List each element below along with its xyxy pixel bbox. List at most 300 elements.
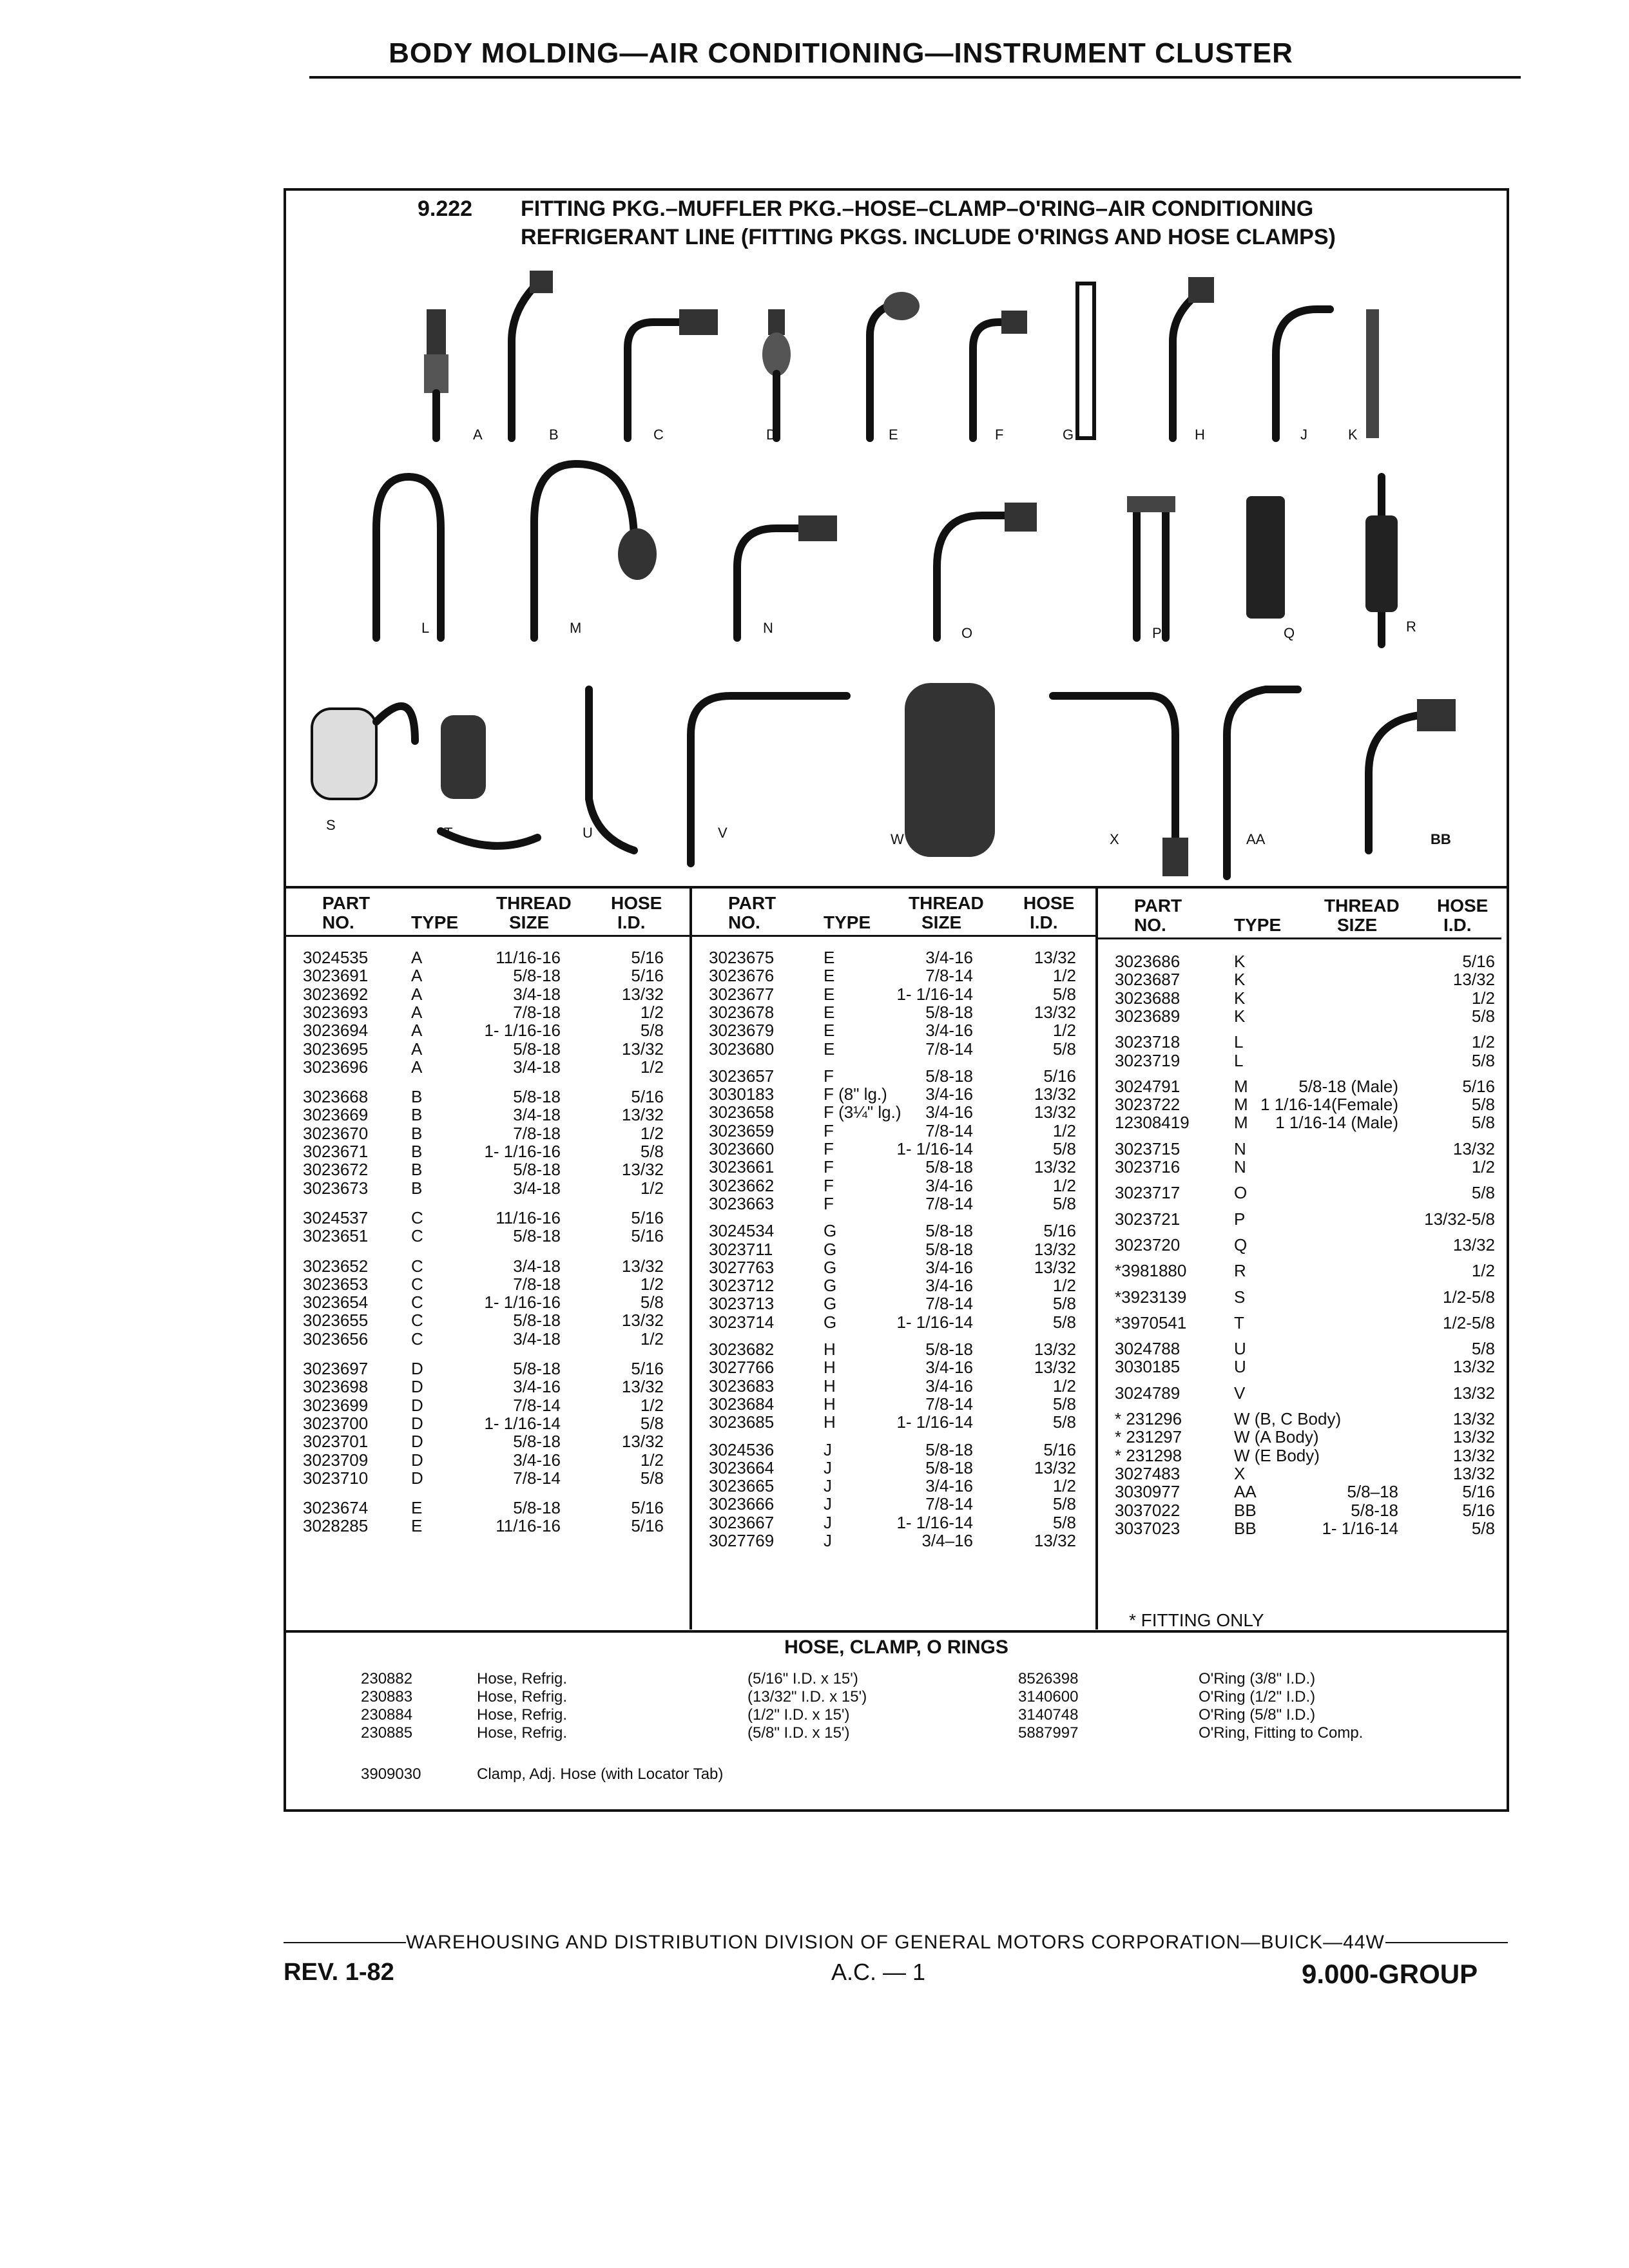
part-type: C — [411, 1311, 423, 1331]
thread-size: 5/8-18 — [513, 1359, 561, 1378]
part-number: 3023675 — [709, 948, 775, 967]
header-rule-3 — [1098, 937, 1501, 939]
part-number: 3023683 — [709, 1376, 775, 1396]
fitting-c-drawing — [628, 309, 718, 438]
part-type: E — [824, 1021, 835, 1041]
part-type: A — [411, 1021, 423, 1041]
part-number: 3023698 — [303, 1377, 369, 1397]
part-type: G — [824, 1257, 837, 1277]
hose-part-number: 230884 — [361, 1706, 413, 1724]
label-q: Q — [1284, 625, 1295, 641]
hose-id: 13/32 — [1452, 970, 1495, 990]
fitting-bb-drawing — [1369, 699, 1456, 850]
part-number: *3970541 — [1115, 1312, 1187, 1332]
part-number: 3023714 — [709, 1312, 775, 1332]
thread-size: 5/8-18 — [925, 1239, 973, 1259]
fitting-a-drawing — [424, 309, 448, 438]
hose-id: 13/32 — [1452, 1427, 1495, 1447]
hose-id: 5/8 — [1471, 1006, 1495, 1026]
part-number: 3023656 — [303, 1329, 369, 1349]
thread-size: 1- 1/16-14 — [896, 1412, 973, 1432]
oring-description: O'Ring (5/8" I.D.) — [1199, 1706, 1316, 1724]
fitting-w-drawing — [905, 683, 995, 857]
hose-id: 5/16 — [631, 1498, 664, 1518]
part-number: 3023682 — [709, 1340, 775, 1359]
part-type: E — [411, 1498, 423, 1518]
thread-size: 3/4-16 — [925, 1276, 973, 1296]
part-type: F (3¼" lg.) — [824, 1102, 901, 1122]
section-heading — [418, 195, 1336, 251]
fitting-m-drawing — [534, 464, 657, 638]
part-type: F — [824, 1175, 834, 1195]
thread-size: 3/4-16 — [925, 1175, 973, 1195]
part-number: 3027763 — [709, 1257, 775, 1277]
part-type: E — [824, 948, 835, 967]
part-number: 3023661 — [709, 1157, 775, 1177]
label-l: L — [421, 620, 430, 636]
hose-size: (5/16" I.D. x 15') — [747, 1670, 858, 1687]
part-number: 3023651 — [303, 1226, 369, 1246]
part-number: 3023663 — [709, 1193, 775, 1213]
hose-id: 5/8 — [1052, 984, 1076, 1004]
part-type: T — [1234, 1312, 1244, 1332]
thread-size: 1 1/16-14 (Male) — [1275, 1113, 1398, 1133]
header-part: PART NO. — [322, 893, 371, 932]
revision: REV. 1-82 — [284, 1959, 394, 1986]
part-number: 3023701 — [303, 1432, 369, 1452]
part-number: 3027766 — [709, 1358, 775, 1378]
label-k: K — [1348, 427, 1358, 443]
part-type: Q — [1234, 1235, 1248, 1254]
part-number: 3023652 — [303, 1256, 369, 1276]
hose-id: 13/32 — [1034, 1340, 1076, 1359]
hose-id: 5/16 — [631, 1516, 664, 1536]
thread-size: 3/4-18 — [513, 1329, 561, 1349]
part-type: J — [824, 1457, 832, 1477]
part-number: 3023673 — [303, 1178, 369, 1198]
thread-size: 5/8-18 — [925, 1457, 973, 1477]
hose-id: 1/2 — [1052, 966, 1076, 986]
hose-id: 1/2 — [1052, 1476, 1076, 1496]
part-number: 3023713 — [709, 1294, 775, 1314]
thread-size: 5/8-18 — [513, 1498, 561, 1518]
hose-id: 13/32 — [621, 984, 664, 1004]
thread-size: 7/8-18 — [513, 1123, 561, 1143]
thread-size: 7/8-14 — [513, 1468, 561, 1488]
part-number: 3023674 — [303, 1498, 369, 1518]
hose-id: 1/2 — [640, 1329, 664, 1349]
hose-id: 1/2 — [1471, 1157, 1495, 1177]
header-rule-1 — [286, 935, 689, 937]
hose-id: 1/2-5/8 — [1443, 1312, 1495, 1332]
header-rule-2 — [692, 935, 1095, 937]
hose-id: 5/8 — [640, 1413, 664, 1433]
label-c: C — [653, 427, 664, 443]
thread-size: 7/8-18 — [513, 1274, 561, 1294]
label-a: A — [473, 427, 483, 443]
part-type: N — [1234, 1139, 1246, 1158]
hose-id: 5/16 — [631, 1207, 664, 1227]
section-number: 9.222 — [418, 197, 473, 221]
part-number: 3023686 — [1115, 952, 1181, 971]
bottom-rule — [286, 1630, 1507, 1633]
part-type: M — [1234, 1095, 1248, 1115]
hose-id: 13/32 — [621, 1432, 664, 1452]
part-type: N — [1234, 1157, 1246, 1177]
part-number: 3023689 — [1115, 1006, 1181, 1026]
part-number: 3024535 — [303, 948, 369, 967]
fitting-n-drawing — [737, 515, 837, 638]
thread-size: 3/4-18 — [513, 1057, 561, 1077]
hose-id: 13/32 — [1034, 1239, 1076, 1259]
section-line-2: REFRIGERANT LINE (FITTING PKGS. INCLUDE O'RINGS AND HOSE CLAMPS) — [521, 225, 1336, 249]
part-number: 3023658 — [709, 1102, 775, 1122]
fitting-b-drawing — [512, 271, 553, 438]
thread-size: 11/16-16 — [496, 1516, 561, 1536]
thread-size: 3/4-16 — [513, 1450, 561, 1470]
thread-size: 5/8-18 — [513, 1039, 561, 1059]
hose-id: 1/2 — [1052, 1276, 1076, 1296]
part-type: D — [411, 1432, 423, 1452]
part-number: 3023666 — [709, 1494, 775, 1514]
oring-part-number: 5887997 — [1018, 1724, 1079, 1742]
part-type: G — [824, 1312, 837, 1332]
part-number: 3023667 — [709, 1512, 775, 1532]
part-number: 3023668 — [303, 1087, 369, 1107]
hose-id: 5/8 — [1052, 1412, 1076, 1432]
hose-description: Hose, Refrig. — [477, 1688, 568, 1706]
hose-id: 5/8 — [1471, 1113, 1495, 1133]
part-type: A — [411, 1039, 423, 1059]
fitting-t-drawing — [441, 715, 537, 846]
part-number: 3023685 — [709, 1412, 775, 1432]
header-hose: HOSE I.D. — [1437, 896, 1489, 935]
hose-id: 5/16 — [631, 1359, 664, 1378]
clamp-part-number: 3909030 — [361, 1765, 421, 1783]
thread-size: 3/4-16 — [925, 1376, 973, 1396]
label-v: V — [718, 825, 728, 841]
hose-description: Hose, Refrig. — [477, 1706, 568, 1724]
thread-size: 7/8-14 — [925, 1494, 973, 1514]
hose-size: (13/32" I.D. x 15') — [747, 1688, 867, 1706]
part-type: B — [411, 1105, 423, 1125]
hose-id: 13/32 — [621, 1256, 664, 1276]
part-type: V — [1234, 1383, 1246, 1403]
part-type: F — [824, 1193, 834, 1213]
part-number: 3023694 — [303, 1021, 369, 1041]
thread-size: 3/4-18 — [513, 984, 561, 1004]
thread-size: 3/4-16 — [925, 1084, 973, 1104]
part-number: 3037022 — [1115, 1500, 1181, 1520]
part-number: 3023720 — [1115, 1235, 1181, 1254]
part-number: 3023670 — [303, 1123, 369, 1143]
part-type: E — [824, 1039, 835, 1059]
thread-size: 7/8-14 — [925, 1193, 973, 1213]
part-type: BB — [1234, 1500, 1257, 1520]
thread-size: 5/8-18 — [513, 1432, 561, 1452]
hose-id: 1/2 — [640, 1057, 664, 1077]
part-number: 3037023 — [1115, 1518, 1181, 1538]
hose-id: 5/16 — [1043, 1066, 1076, 1086]
hose-id: 5/8 — [1052, 1193, 1076, 1213]
thread-size: 1- 1/16-14 — [896, 1512, 973, 1532]
thread-size: 5/8-18 — [925, 1002, 973, 1022]
part-type: K — [1234, 970, 1246, 990]
thread-size: 3/4-16 — [925, 948, 973, 967]
hose-id: 5/16 — [631, 948, 664, 967]
thread-size: 5/8-18 — [925, 1066, 973, 1086]
part-number: 3023711 — [709, 1239, 773, 1259]
label-r: R — [1406, 619, 1416, 635]
part-number: 3024791 — [1115, 1076, 1181, 1096]
part-type: F — [824, 1157, 834, 1177]
fitting-f-drawing — [973, 311, 1027, 438]
label-bb: BB — [1431, 831, 1451, 847]
thread-size: 7/8-14 — [513, 1395, 561, 1415]
oring-part-number: 3140748 — [1018, 1706, 1079, 1724]
part-type: F (8" lg.) — [824, 1084, 887, 1104]
part-type: L — [1234, 1032, 1244, 1052]
part-type: E — [824, 966, 835, 986]
part-number: 3023719 — [1115, 1050, 1181, 1070]
part-type: K — [1234, 952, 1246, 971]
hose-size: (1/2" I.D. x 15') — [747, 1706, 850, 1724]
part-type: D — [411, 1450, 423, 1470]
part-type: A — [411, 1002, 423, 1022]
part-number: 3023671 — [303, 1142, 369, 1161]
hose-id: 1/2 — [640, 1002, 664, 1022]
part-type: J — [824, 1439, 832, 1459]
part-type: A — [411, 984, 423, 1004]
column-separator-1 — [689, 889, 692, 1629]
fitting-x-drawing — [1053, 696, 1188, 876]
section-line-1: FITTING PKG.–MUFFLER PKG.–HOSE–CLAMP–O'RING–AIR CONDITIONING — [521, 197, 1314, 221]
part-type: G — [824, 1276, 837, 1296]
part-type: F — [824, 1066, 834, 1086]
part-type: H — [824, 1358, 836, 1378]
part-type: D — [411, 1395, 423, 1415]
thread-size: 1- 1/16-16 — [484, 1142, 561, 1161]
thread-size: 3/4-16 — [925, 1358, 973, 1378]
hose-id: 1/2 — [1471, 988, 1495, 1008]
hose-id: 13/32 — [1034, 1084, 1076, 1104]
hose-id: 5/16 — [631, 966, 664, 986]
part-type: A — [411, 966, 423, 986]
part-number: 3023662 — [709, 1175, 775, 1195]
part-number: 3024534 — [709, 1221, 775, 1241]
hose-id: 13/32 — [621, 1311, 664, 1331]
part-number: 3023660 — [709, 1139, 775, 1158]
part-type: AA — [1234, 1482, 1257, 1502]
part-number: 3023678 — [709, 1002, 775, 1022]
hose-id: 13/32 — [1452, 1235, 1495, 1254]
thread-size: 1- 1/16-16 — [484, 1021, 561, 1041]
thread-size: 5/8-18 — [925, 1340, 973, 1359]
fitting-s-drawing — [312, 706, 415, 799]
hose-id: 13/32-5/8 — [1424, 1209, 1495, 1229]
thread-size: 5/8-18 — [925, 1157, 973, 1177]
part-type: U — [1234, 1339, 1246, 1359]
thread-size: 5/8-18 — [513, 1160, 561, 1180]
part-number: 3023657 — [709, 1066, 775, 1086]
part-type: C — [411, 1274, 423, 1294]
part-number: 3023695 — [303, 1039, 369, 1059]
part-type: R — [1234, 1261, 1246, 1281]
hose-id: 1/2 — [640, 1123, 664, 1143]
part-number: * 231296 — [1115, 1409, 1182, 1428]
oring-part-number: 3140600 — [1018, 1688, 1079, 1706]
part-number: 3023721 — [1115, 1209, 1181, 1229]
part-number: 3023676 — [709, 966, 775, 986]
thread-size: 3/4-18 — [513, 1256, 561, 1276]
thread-size: 5/8-18 — [1351, 1500, 1398, 1520]
label-p: P — [1152, 625, 1162, 641]
fitting-q-drawing — [1246, 496, 1285, 619]
bottom-section-title: HOSE, CLAMP, O RINGS — [784, 1637, 1008, 1658]
hose-id: 13/32 — [1452, 1383, 1495, 1403]
part-number: 3023672 — [303, 1160, 369, 1180]
part-number: 3023718 — [1115, 1032, 1181, 1052]
oring-description: O'Ring (3/8" I.D.) — [1199, 1670, 1316, 1687]
part-type: W (B, C Body) — [1234, 1409, 1342, 1428]
part-number: 3023715 — [1115, 1139, 1181, 1158]
fitting-only-note: * FITTING ONLY — [1129, 1610, 1264, 1630]
hose-id: 13/32 — [1034, 1257, 1076, 1277]
part-number: * 231297 — [1115, 1427, 1182, 1447]
hose-id: 5/8 — [1052, 1039, 1076, 1059]
hose-id: 5/8 — [640, 1142, 664, 1161]
label-b: B — [549, 427, 559, 443]
part-type: H — [824, 1376, 836, 1396]
hose-id: 13/32 — [621, 1039, 664, 1059]
hose-id: 5/8 — [640, 1468, 664, 1488]
part-number: 3023677 — [709, 984, 775, 1004]
part-type: D — [411, 1377, 423, 1397]
part-number: 3023687 — [1115, 970, 1181, 990]
thread-size: 5/8-18 — [513, 1087, 561, 1107]
part-number: 3030185 — [1115, 1357, 1181, 1377]
part-number: 3023696 — [303, 1057, 369, 1077]
part-number: 3023688 — [1115, 988, 1181, 1008]
column-separator-2 — [1095, 889, 1098, 1629]
label-h: H — [1195, 427, 1205, 443]
parts-column-2 — [709, 889, 1089, 1629]
part-type: B — [411, 1142, 423, 1161]
fitting-l-drawing — [376, 477, 441, 638]
hose-part-number: 230882 — [361, 1670, 413, 1687]
parts-column-1 — [303, 889, 683, 1629]
part-number: 3023684 — [709, 1394, 775, 1414]
part-type: A — [411, 1057, 423, 1077]
thread-size: 3/4–16 — [921, 1531, 973, 1550]
page-code: A.C. — 1 — [831, 1959, 926, 1985]
part-type: J — [824, 1512, 832, 1532]
thread-size: 5/8-18 — [513, 966, 561, 986]
header-thread: THREAD SIZE — [909, 893, 984, 932]
hose-id: 5/8 — [1052, 1294, 1076, 1314]
part-type: J — [824, 1476, 832, 1496]
header-part: PART NO. — [1134, 896, 1182, 935]
hose-id: 5/8 — [1052, 1394, 1076, 1414]
hose-id: 1/2 — [1052, 1120, 1076, 1140]
part-type: U — [1234, 1357, 1246, 1377]
part-type: F — [824, 1120, 834, 1140]
hose-id: 13/32 — [621, 1160, 664, 1180]
hose-id: 13/32 — [1452, 1463, 1495, 1483]
hose-id: 13/32 — [1034, 1358, 1076, 1378]
part-number: 3024789 — [1115, 1383, 1181, 1403]
thread-size: 7/8-14 — [925, 1394, 973, 1414]
hose-id: 5/8 — [640, 1293, 664, 1312]
part-number: 3023710 — [303, 1468, 369, 1488]
parts-column-3 — [1115, 889, 1501, 1629]
part-type: G — [824, 1221, 837, 1241]
thread-size: 5/8-18 — [513, 1226, 561, 1246]
hose-id: 5/16 — [1462, 952, 1495, 971]
part-number: 3023654 — [303, 1293, 369, 1312]
header-type: TYPE — [1234, 915, 1282, 935]
label-m: M — [570, 620, 582, 636]
thread-size: 1- 1/16-14 — [896, 984, 973, 1004]
part-type: H — [824, 1412, 836, 1432]
part-type: K — [1234, 1006, 1246, 1026]
hose-id: 5/8 — [1052, 1494, 1076, 1514]
thread-size: 5/8-18 — [513, 1311, 561, 1331]
part-type: S — [1234, 1287, 1246, 1307]
hose-id: 5/16 — [631, 1226, 664, 1246]
part-type: C — [411, 1293, 423, 1312]
part-type: H — [824, 1394, 836, 1414]
part-number: *3981880 — [1115, 1261, 1187, 1281]
part-number: 3023699 — [303, 1395, 369, 1415]
hose-id: 5/8 — [1471, 1518, 1495, 1538]
part-type: X — [1234, 1463, 1246, 1483]
hose-id: 5/8 — [1052, 1139, 1076, 1158]
part-type: M — [1234, 1076, 1248, 1096]
part-type: B — [411, 1087, 423, 1107]
hose-id: 13/32 — [1034, 1002, 1076, 1022]
part-number: 3030977 — [1115, 1482, 1181, 1502]
part-type: C — [411, 1256, 423, 1276]
part-number: * 231298 — [1115, 1445, 1182, 1465]
part-number: 3023679 — [709, 1021, 775, 1041]
fitting-u-drawing — [589, 689, 634, 850]
part-number: 3024788 — [1115, 1339, 1181, 1359]
part-type: D — [411, 1468, 423, 1488]
hose-id: 1/2 — [640, 1395, 664, 1415]
hose-id: 13/32 — [1452, 1445, 1495, 1465]
part-type: L — [1234, 1050, 1244, 1070]
part-number: 3023692 — [303, 984, 369, 1004]
part-type: E — [824, 984, 835, 1004]
thread-size: 5/8–18 — [1347, 1482, 1398, 1502]
part-type: B — [411, 1160, 423, 1180]
hose-id: 5/16 — [1462, 1500, 1495, 1520]
part-type: J — [824, 1531, 832, 1550]
thread-size: 3/4-16 — [513, 1377, 561, 1397]
part-number: 3027483 — [1115, 1463, 1181, 1483]
part-type: M — [1234, 1113, 1248, 1133]
thread-size: 3/4-18 — [513, 1178, 561, 1198]
label-w: W — [891, 831, 904, 847]
oring-description: O'Ring, Fitting to Comp. — [1199, 1724, 1364, 1742]
part-number: 3030183 — [709, 1084, 775, 1104]
part-type: G — [824, 1294, 837, 1314]
label-n: N — [763, 620, 773, 636]
hose-id: 1/2 — [1052, 1376, 1076, 1396]
fitting-k-drawing — [1366, 309, 1379, 438]
hose-id: 5/8 — [1471, 1095, 1495, 1115]
